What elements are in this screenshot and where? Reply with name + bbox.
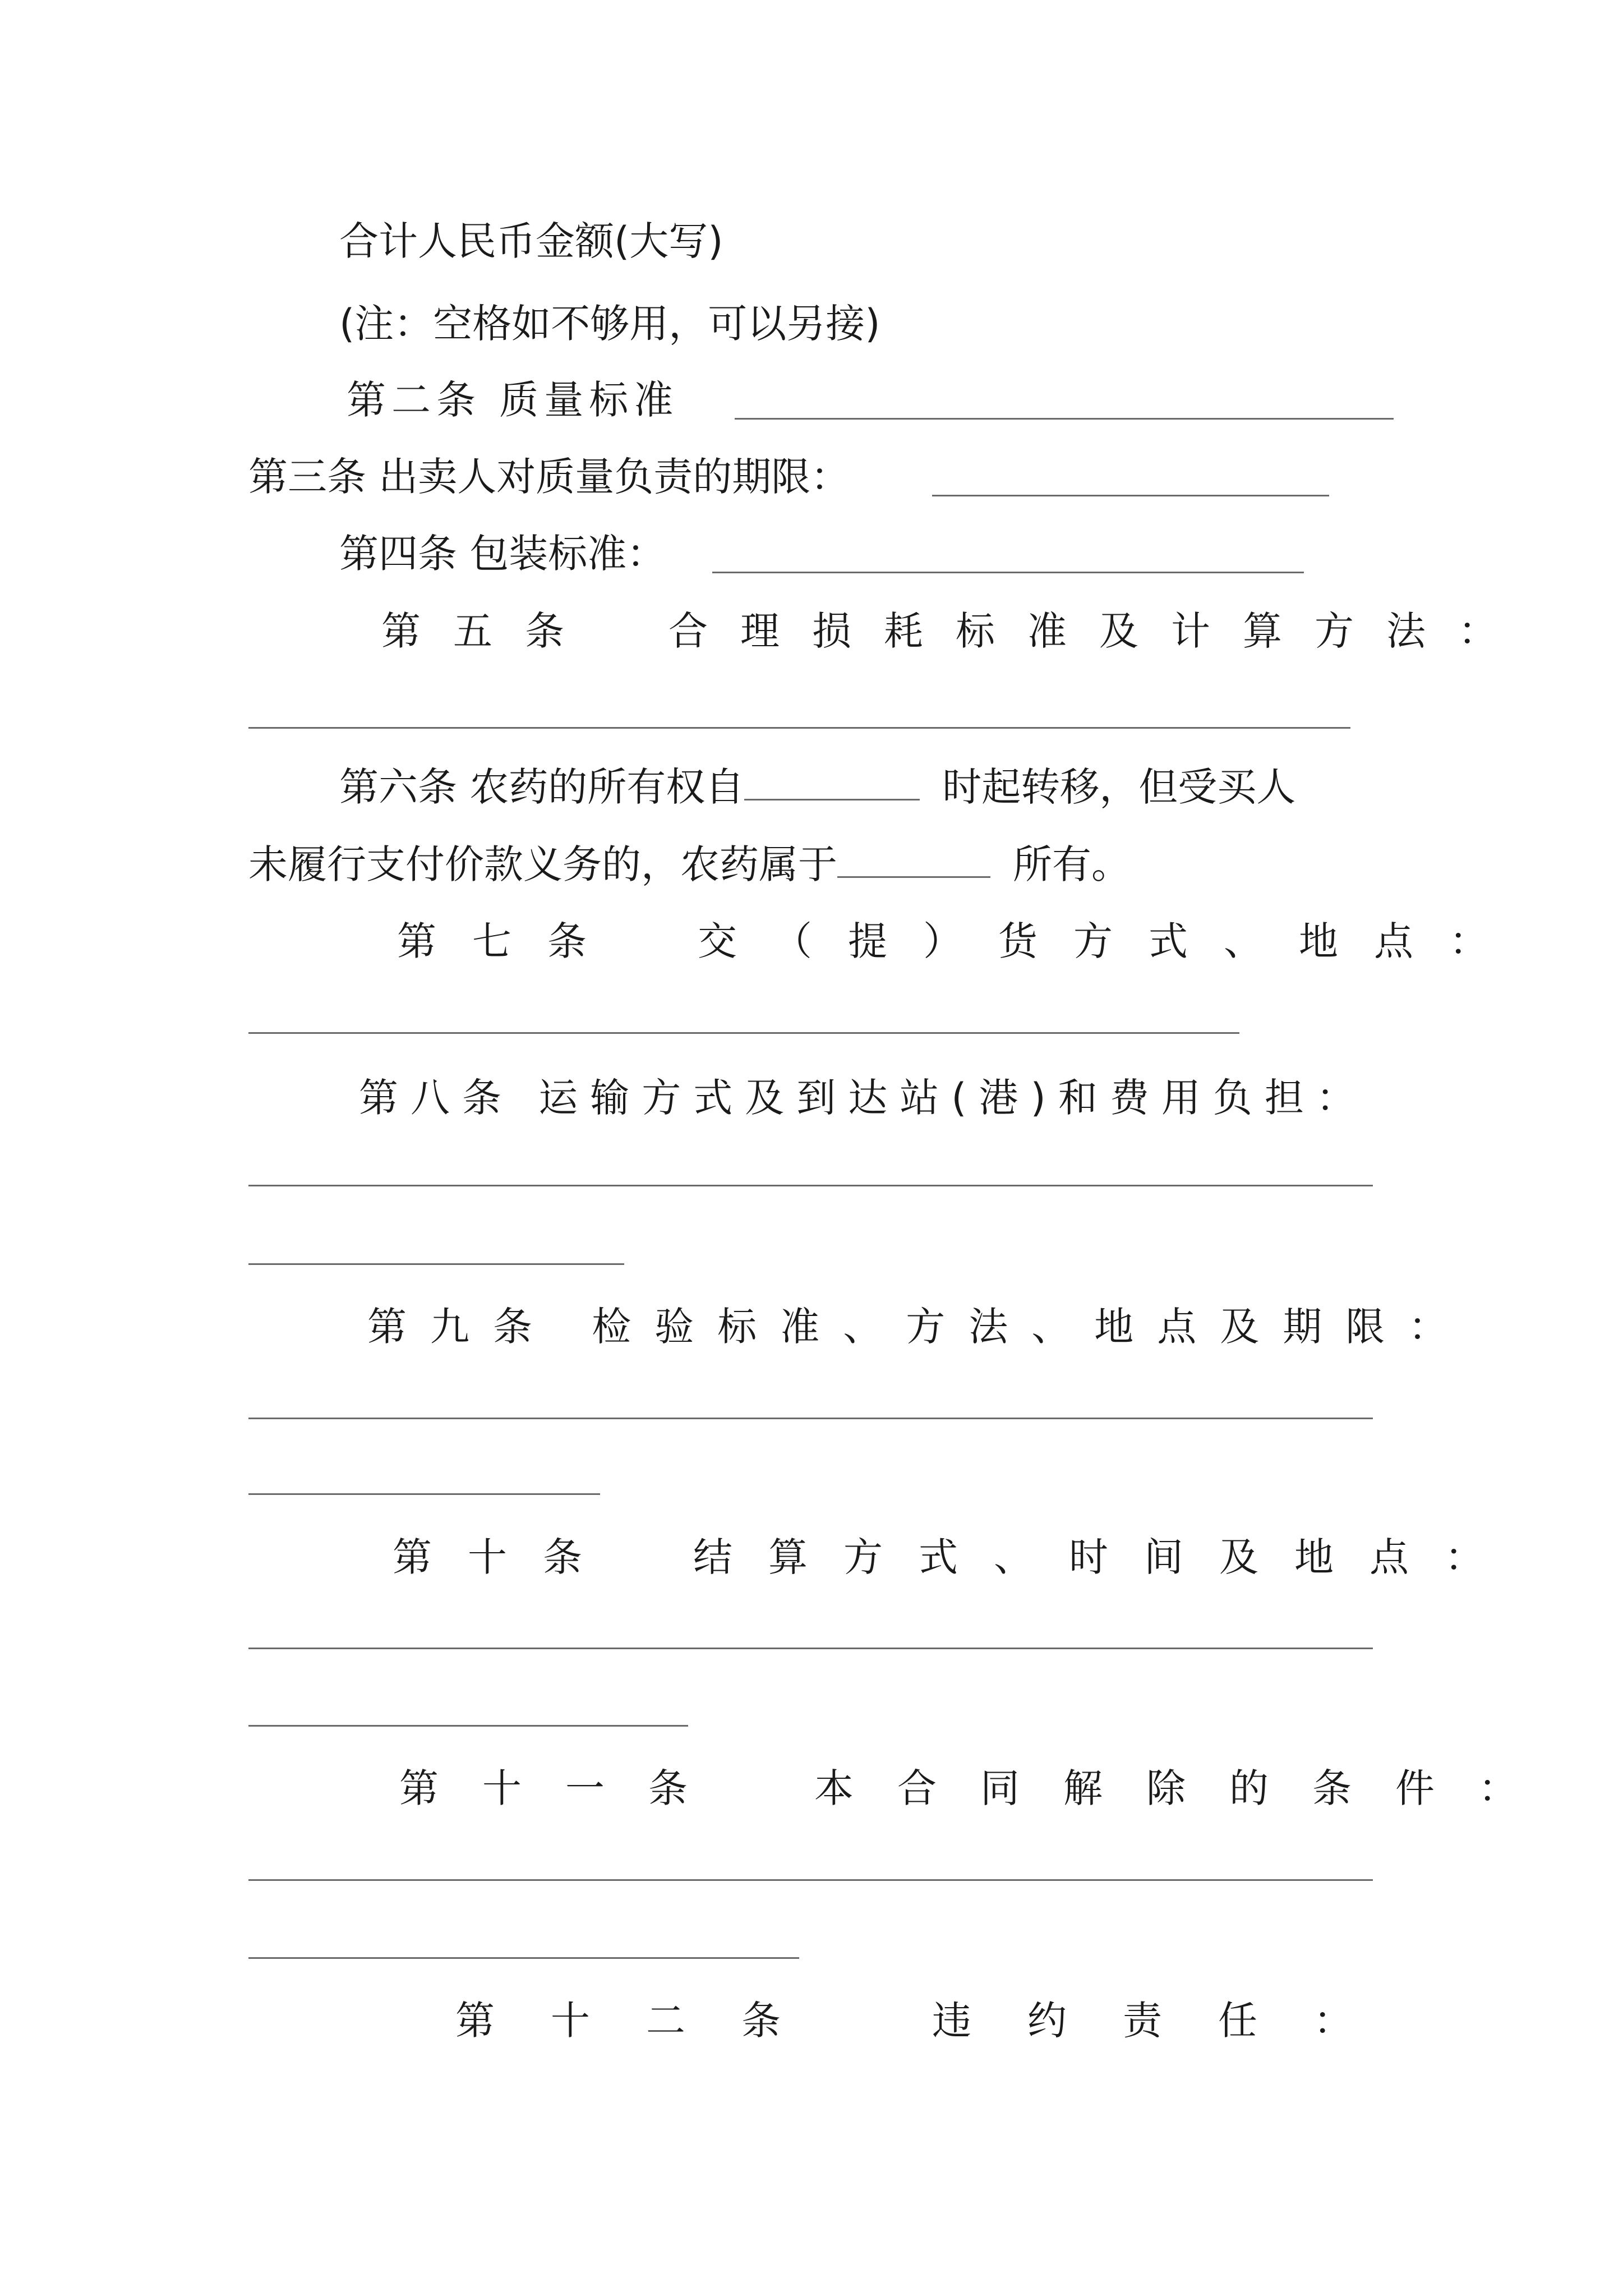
- article-9-blank-1[interactable]: [248, 1418, 1373, 1419]
- article-4-line: [339, 526, 666, 582]
- article-10-blank-1[interactable]: [248, 1648, 1373, 1649]
- article-8-label: 第八条 运输方式及到达站(港)和费用负担：: [359, 1075, 1368, 1121]
- article-3-blank[interactable]: [932, 495, 1329, 496]
- article-4-blank[interactable]: [712, 572, 1304, 573]
- total-amount-line: [339, 213, 723, 269]
- total-amount-label: 合计人民币金额(大写): [339, 218, 723, 264]
- article-6-text-d: 所有。: [1013, 841, 1131, 887]
- article-8-blank-2[interactable]: [248, 1263, 624, 1265]
- article-9-line: [367, 1299, 1472, 1355]
- article-8-line: [359, 1070, 1368, 1126]
- article-3-line: [248, 449, 850, 505]
- article-5-blank[interactable]: [248, 727, 1350, 729]
- article-9-blank-2[interactable]: [248, 1493, 600, 1495]
- article-11-blank-2[interactable]: [248, 1957, 799, 1959]
- article-7-label: 第七条 交（提）货方式、地点：: [397, 918, 1524, 964]
- article-3-label: 第三条 出卖人对质量负责的期限：: [248, 454, 850, 500]
- article-10-label: 第十条 结算方式、时间及地点：: [393, 1534, 1520, 1580]
- article-10-blank-2[interactable]: [248, 1725, 688, 1727]
- article-6-line-1: [339, 758, 1295, 815]
- article-8-blank-1[interactable]: [248, 1185, 1373, 1186]
- article-6-line-2: [248, 836, 1131, 892]
- article-6-blank-time[interactable]: [744, 758, 920, 800]
- article-12-label: 第十二条 违约责任：: [455, 1998, 1409, 2044]
- article-6-text-c: 未履行支付价款义务的，农药属于: [248, 841, 837, 887]
- article-6-text-a: 第六条 农药的所有权自: [339, 764, 745, 810]
- article-4-label: 第四条 包装标准：: [339, 531, 666, 577]
- article-11-blank-1[interactable]: [248, 1879, 1373, 1881]
- article-6-blank-owner[interactable]: [837, 836, 990, 878]
- article-9-label: 第九条 检验标准、方法、地点及期限：: [367, 1304, 1472, 1350]
- article-10-line: [393, 1529, 1520, 1585]
- article-12-line: [455, 1993, 1409, 2049]
- article-7-blank[interactable]: [248, 1032, 1239, 1034]
- article-2-blank[interactable]: [735, 418, 1394, 420]
- article-2-label: 第二条 质量标准: [347, 377, 679, 423]
- note-line: [339, 296, 880, 352]
- article-7-line: [397, 913, 1524, 969]
- article-11-line: [399, 1760, 1561, 1816]
- note-text: (注：空格如不够用，可以另接): [339, 301, 880, 347]
- article-11-label: 第十一条 本合同解除的条件：: [399, 1765, 1561, 1811]
- article-5-line: [381, 603, 1530, 659]
- article-6-text-b: 时起转移，但受买人: [942, 764, 1296, 810]
- article-5-label: 第五条 合理损耗标准及计算方法：: [381, 608, 1530, 654]
- article-2-line: [347, 372, 679, 428]
